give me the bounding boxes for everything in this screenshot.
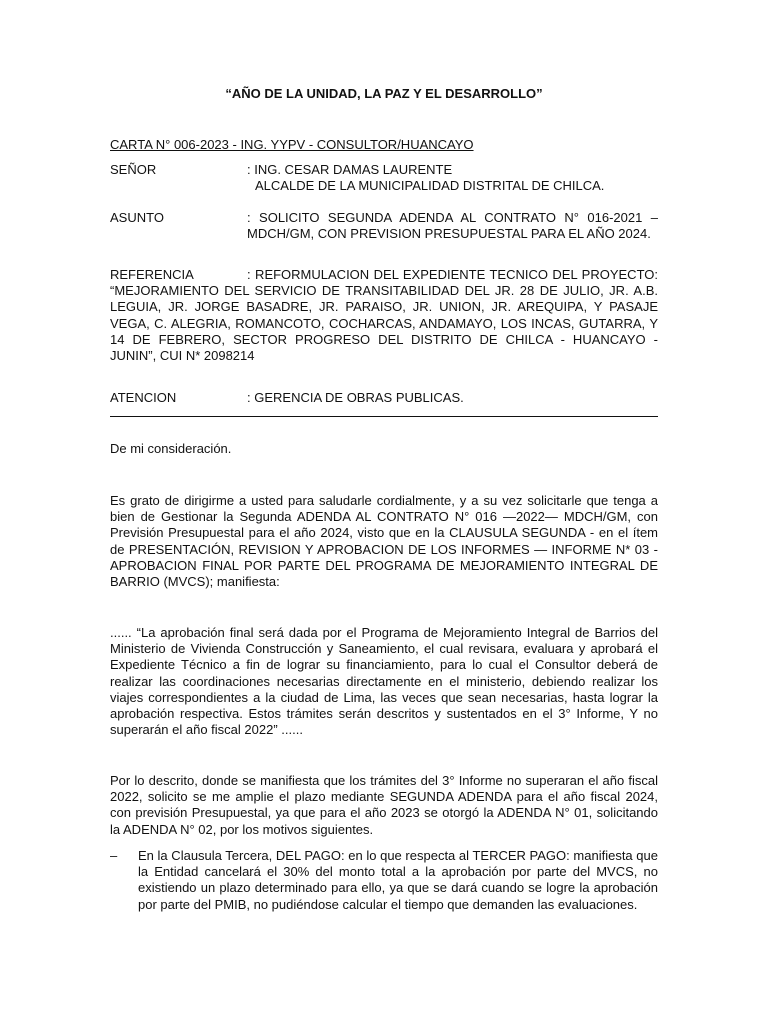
subject-label: ASUNTO bbox=[110, 210, 164, 225]
recipient-value bbox=[247, 162, 658, 194]
bullet-text: En la Clausula Tercera, DEL PAGO: en lo que respecta al TERCER PAGO: manifiesta que la Entidad cancelará el 30% del monto total a la aprobación por parte del MVCS, no existiendo un plazo determinado para ello, ya que se dará cuando se logre la aprobación por parte del PMIB, no pudiéndose calcular el tiempo que demanden las evaluaciones. bbox=[138, 848, 658, 912]
attention-label: ATENCION bbox=[110, 390, 177, 405]
attention-row bbox=[110, 390, 658, 408]
subject-row bbox=[110, 210, 658, 244]
greeting: De mi consideración. bbox=[110, 441, 232, 456]
year-title: “AÑO DE LA UNIDAD, LA PAZ Y EL DESARROLLO” bbox=[225, 86, 543, 101]
reference-block bbox=[110, 267, 658, 364]
recipient-title: ALCALDE DE LA MUNICIPALIDAD DISTRITAL DE CHILCA. bbox=[255, 178, 605, 194]
quoted-clause: ...... “La aprobación final será dada por el Programa de Mejoramiento Integral de Barrios del Ministerio de Vivienda Construcción y Saneamiento, el cual revisara, evaluara y aprobará el Expediente Técnico a fin de lograr su financiamiento, para lo cual el Consultor deberá de realizar las coordinaciones necesarias directamente en el ministerio, debiendo realizar los viajes correspondientes a la ciudad de Lima, las veces que sean necesarias, hasta lograr la aprobación respectiva. Estos trámites serán descritos y sustentados en el 3° Informe, Y no superarán el año fiscal 2022” ...... bbox=[110, 625, 658, 738]
bullet-marker: – bbox=[110, 848, 118, 863]
paragraph-1: Es grato de dirigirme a usted para saludarle cordialmente, y a su vez solicitarle que tenga a bien de Gestionar la Segunda ADENDA AL CONTRATO N° 016 —2022— MDCH/GM, con Previsión Presupuestal para el año 2024, visto que en la CLAUSULA SEGUNDA - en el ítem de PRESENTACIÓN, REVISION Y APROBACION DE LOS INFORMES — INFORME N* 03 - APROBACION FINAL POR PARTE DEL PROGRAMA DE MEJORAMIENTO INTEGRAL DE BARRIO (MVCS); manifiesta: bbox=[110, 493, 658, 590]
reference-label: REFERENCIA bbox=[110, 267, 194, 282]
recipient-label: SEÑOR bbox=[110, 162, 157, 177]
recipient-row bbox=[110, 162, 658, 196]
header-divider bbox=[110, 416, 658, 417]
reference-text: : REFORMULACION DEL EXPEDIENTE TECNICO DEL PROYECTO: “MEJORAMIENTO DEL SERVICIO DE TRANSITABILIDAD DEL JR. 28 DE JULIO, JR. A.B. LEGUIA, JR. JORGE BASADRE, JR. PARAISO, JR. UNION, JR. AREQUIPA, Y PASAJE VEGA, C. ALEGRIA, ROMANCOTO, COCHARCAS, ANDAMAYO, LOS INCAS, GUTARRA, Y 14 DE FEBRERO, SECTOR PROGRESO DEL DISTRITO DE CHILCA - HUANCAYO - JUNIN”, CUI N* 2098214 bbox=[110, 267, 658, 364]
recipient-name: : ING. CESAR DAMAS LAURENTE bbox=[247, 162, 453, 177]
letter-reference-number: CARTA N° 006-2023 - ING. YYPV - CONSULTOR/HUANCAYO bbox=[110, 137, 474, 152]
attention-text: : GERENCIA DE OBRAS PUBLICAS. bbox=[247, 390, 464, 405]
bullet-item bbox=[0, 848, 768, 918]
paragraph-2: Por lo descrito, donde se manifiesta que los trámites del 3° Informe no superaran el año fiscal 2022, solicito se me amplie el plazo mediante SEGUNDA ADENDA para el año fiscal 2024, con previsión Presupuestal, ya que para el año 2023 se otorgó la ADENDA N° 01, solicitando la ADENDA N° 02, por los motivos siguientes. bbox=[110, 773, 658, 837]
subject-text: : SOLICITO SEGUNDA ADENDA AL CONTRATO N° 016-2021 – MDCH/GM, CON PREVISION PRESUPUESTAL PARA EL AÑO 2024. bbox=[247, 210, 658, 242]
